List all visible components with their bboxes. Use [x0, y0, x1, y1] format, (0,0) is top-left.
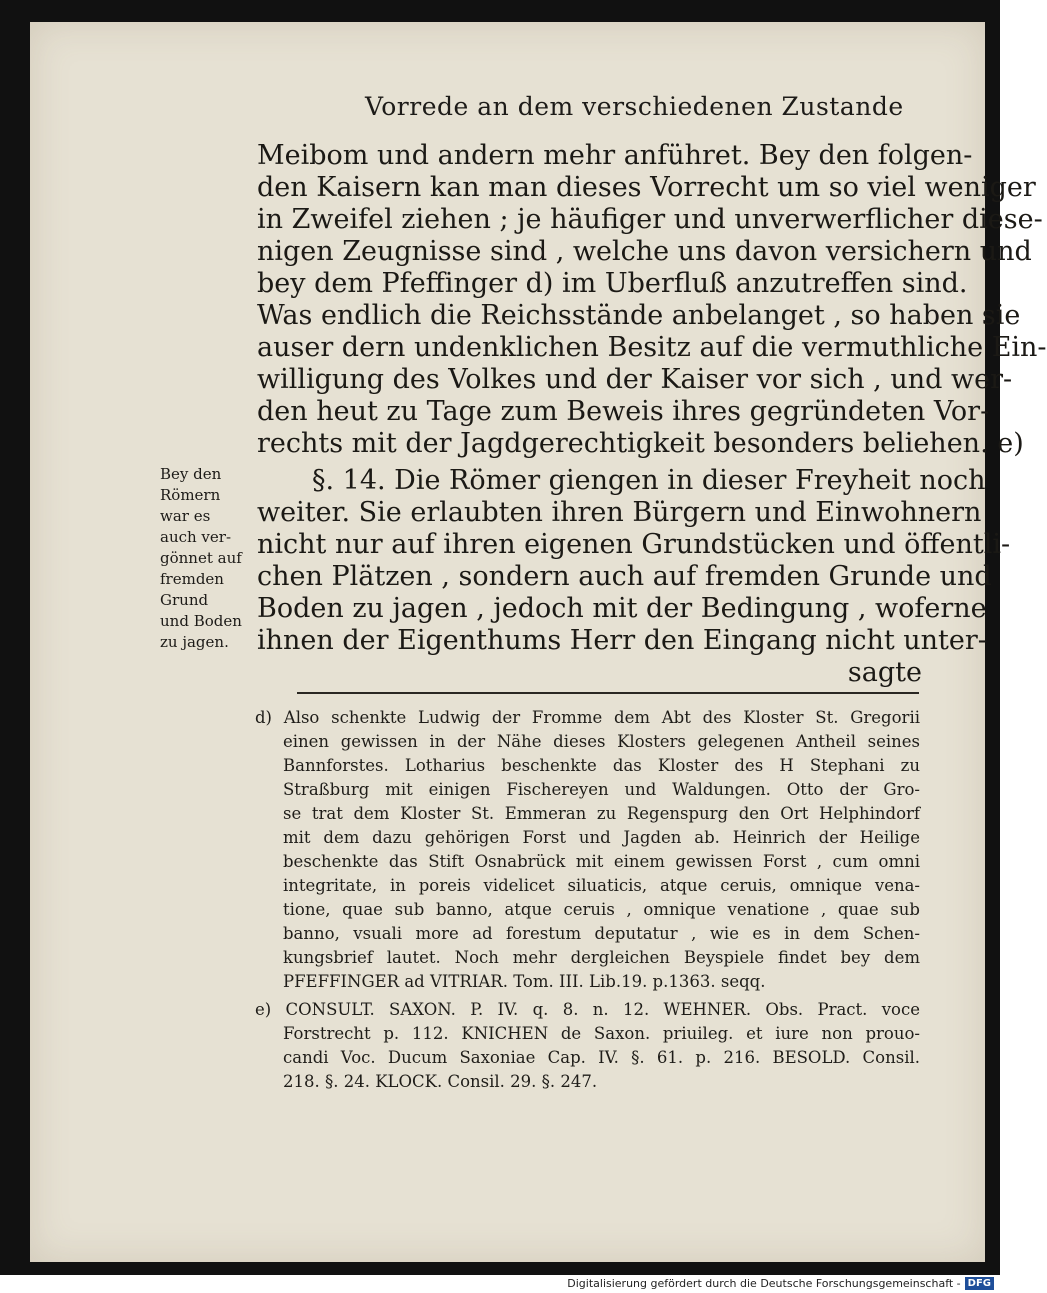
- footnote-d-line: beschenkte das Stift Osnabrück mit einem gewissen Forst , cum omni: [283, 852, 920, 871]
- footnote-e-line: candi Voc. Ducum Saxoniae Cap. IV. §. 61. p. 216. BESOLD. Consil.: [283, 1048, 920, 1067]
- footnote-d-line: integritate, in poreis videlicet siluaticis, atque ceruis, omnique vena-: [283, 876, 920, 895]
- margin-note-line: und Boden: [160, 612, 242, 630]
- margin-note: [160, 464, 255, 653]
- footnote-d-line: kungsbrief lautet. Noch mehr dergleichen Beyspiele findet bey dem: [283, 948, 920, 967]
- main-line: chen Plätzen , sondern auch auf fremden Grunde und: [257, 561, 992, 592]
- margin-note-line: zu jagen.: [160, 633, 229, 651]
- main-line: bey dem Pfeffinger d) im Uberfluß anzutreffen sind.: [257, 268, 968, 299]
- margin-note-line: Römern: [160, 486, 221, 504]
- main-line: Boden zu jagen , jedoch mit der Bedingung , woferne: [257, 593, 987, 624]
- credit-text: Digitalisierung gefördert durch die Deutsche Forschungsgemeinschaft -: [567, 1276, 961, 1290]
- margin-note-line: Bey den: [160, 465, 222, 483]
- footnote-d-line: banno, vsuali more ad forestum deputatur , wie es in dem Schen-: [283, 924, 920, 943]
- footnote-d-line: PFEFFINGER ad VITRIAR. Tom. III. Lib.19. p.1363. seqq.: [283, 972, 766, 991]
- footnote-d-line: tione, quae sub banno, atque ceruis , omnique venatione , quae sub: [283, 900, 920, 919]
- footnote-e-line: Forstrecht p. 112. KNICHEN de Saxon. priuileg. et iure non prouo-: [283, 1024, 920, 1043]
- running-title: Vorrede an dem verschiedenen Zustande: [365, 92, 904, 121]
- main-line: rechts mit der Jagdgerechtigkeit besonders beliehen. e): [257, 428, 1024, 459]
- margin-note-line: war es: [160, 507, 211, 525]
- footnote-d-line: d) Also schenkte Ludwig der Fromme dem Abt des Kloster St. Gregorii: [255, 708, 920, 727]
- main-line: nigen Zeugnisse sind , welche uns davon versichern und: [257, 236, 1032, 267]
- footnote-e-line: e) CONSULT. SAXON. P. IV. q. 8. n. 12. WEHNER. Obs. Pract. voce: [255, 1000, 920, 1019]
- margin-note-line: fremden: [160, 570, 224, 588]
- main-line: willigung des Volkes und der Kaiser vor sich , und wer-: [257, 364, 1013, 395]
- footnote-d-line: einen gewissen in der Nähe dieses Klosters gelegenen Antheil seines: [283, 732, 920, 751]
- footnote-divider: [297, 692, 919, 694]
- main-line: den Kaisern kan man dieses Vorrecht um so viel weniger: [257, 172, 1036, 203]
- main-line: weiter. Sie erlaubten ihren Bürgern und Einwohnern: [257, 497, 982, 528]
- footnote-d-line: Bannforstes. Lotharius beschenkte das Kloster des H Stephani zu: [283, 756, 920, 775]
- footnote-d-line: Straßburg mit einigen Fischereyen und Waldungen. Otto der Gro-: [283, 780, 920, 799]
- section-14-line: §. 14. Die Römer giengen in dieser Freyheit noch: [312, 465, 986, 496]
- dfg-logo: DFG: [965, 1277, 994, 1290]
- main-line: Meibom und andern mehr anführet. Bey den folgen-: [257, 140, 973, 171]
- digitization-credit: [567, 1275, 994, 1291]
- footnote-d-line: se trat dem Kloster St. Emmeran zu Regenspurg den Ort Helphindorf: [283, 804, 920, 823]
- margin-note-line: gönnet auf: [160, 549, 242, 567]
- main-line: auser dern undenklichen Besitz auf die vermuthliche Ein-: [257, 332, 1047, 363]
- catchword: sagte: [847, 657, 922, 688]
- footnote-e-line: 218. §. 24. KLOCK. Consil. 29. §. 247.: [283, 1072, 598, 1091]
- main-line: ihnen der Eigenthums Herr den Eingang nicht unter-: [257, 625, 987, 656]
- main-line: in Zweifel ziehen ; je häufiger und unverwerflicher diese-: [257, 204, 1043, 235]
- main-line: den heut zu Tage zum Beweis ihres gegründeten Vor-: [257, 396, 990, 427]
- main-line: nicht nur auf ihren eigenen Grundstücken und öffentli-: [257, 529, 1011, 560]
- main-line: Was endlich die Reichsstände anbelanget , so haben sie: [257, 300, 1021, 331]
- footnote-d-line: mit dem dazu gehörigen Forst und Jagden ab. Heinrich der Heilige: [283, 828, 920, 847]
- margin-note-line: auch ver-: [160, 528, 232, 546]
- margin-note-line: Grund: [160, 591, 209, 609]
